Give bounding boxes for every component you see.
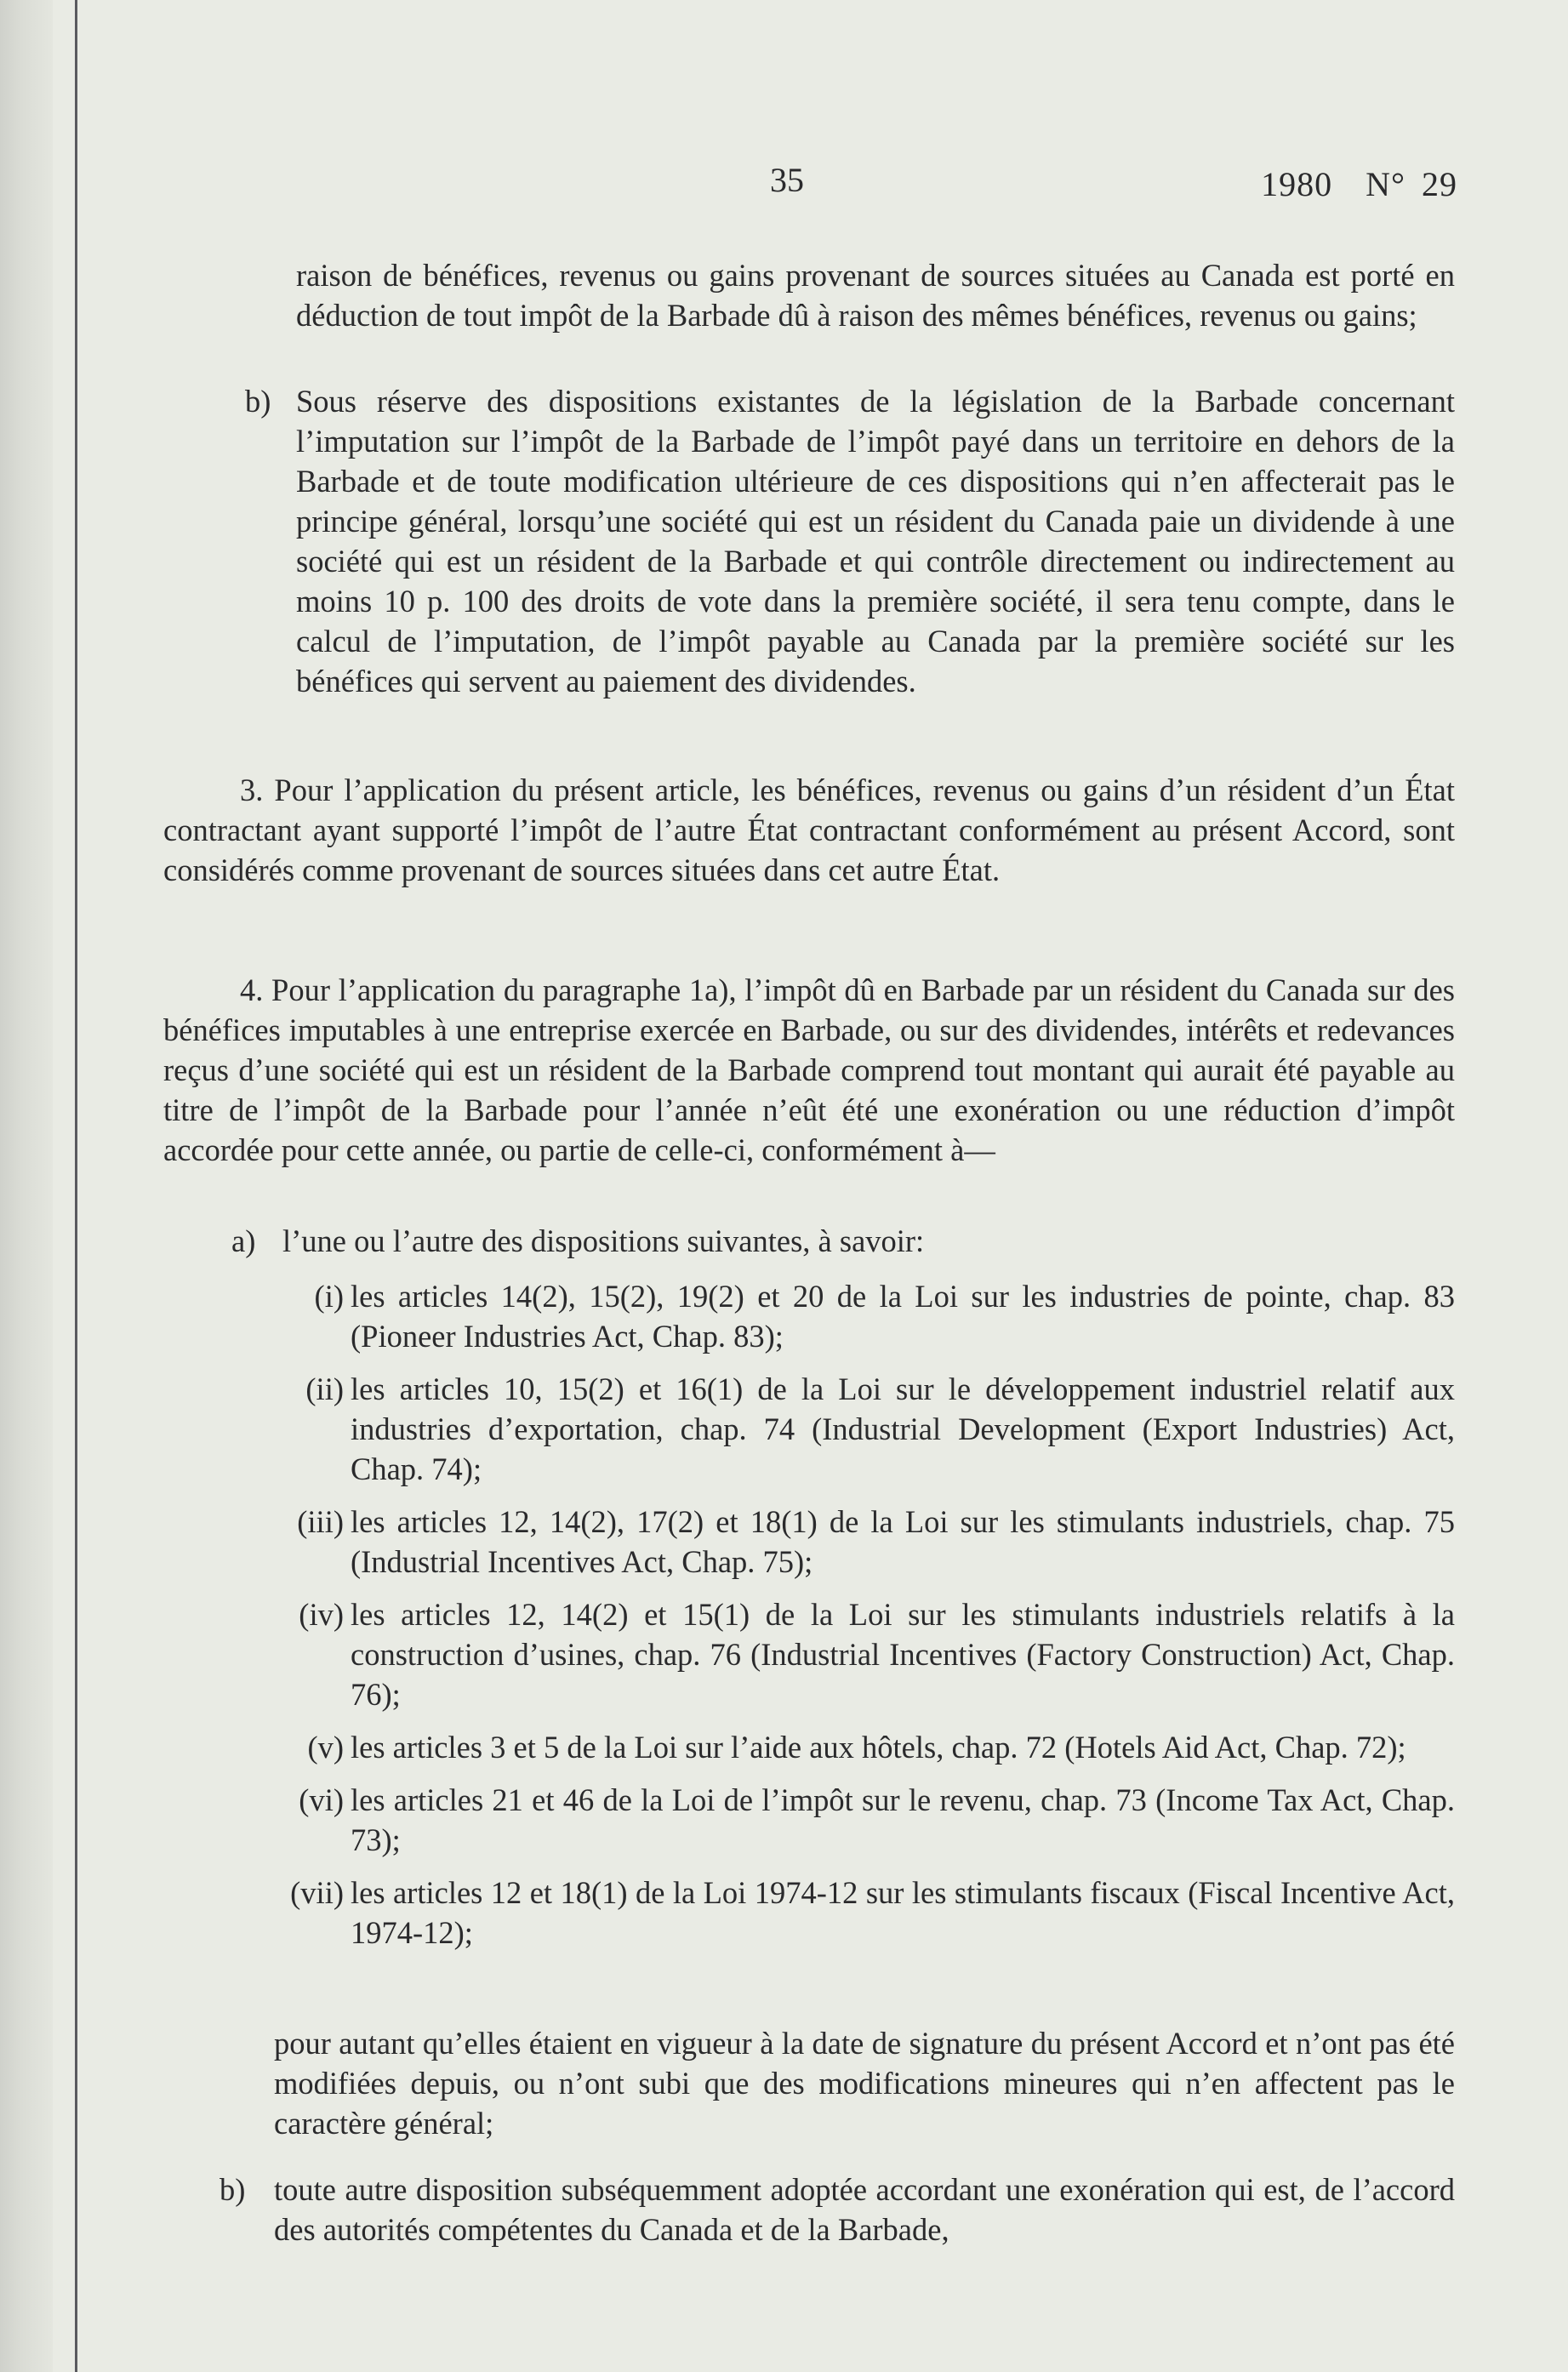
sub-item-a-marker: a) <box>231 1223 256 1258</box>
header-number-label: N° <box>1366 165 1405 203</box>
provision-label: (iv) <box>299 1597 344 1632</box>
sub-item-a <box>231 1221 1455 1261</box>
running-header <box>1261 166 1457 203</box>
provision-label: (ii) <box>305 1371 344 1406</box>
provisions-list <box>255 1276 1455 1965</box>
sub-item-b-marker: b) <box>220 2172 246 2207</box>
intro-paragraph: raison de bénéfices, revenus ou gains provenant de sources situées au Canada est porté en déduction de tout impôt de la Barbade dû à raison des mêmes bénéfices, revenus ou gains; <box>296 258 1455 333</box>
provision-label: (vii) <box>290 1875 344 1910</box>
sub-item-b <box>220 2170 1455 2249</box>
sub-item-b-text: toute autre disposition subséquemment adoptée accordant une exonération qui est, de l’accord des autorités compétentes du Canada et de la Barbade, <box>274 2172 1455 2247</box>
item-b <box>245 381 1455 701</box>
item-b-text: Sous réserve des dispositions existantes de la législation de la Barbade concernant l’imputation sur l’impôt de la Barbade de l’impôt payé dans un territoire en dehors de la Barbade et de toute modification ultérieure de ces dispositions qui n’en affecterait pas le principe général, lorsqu’une société qui est un résident du Canada paie un dividende à une société qui est un résident de la Barbade et qui contrôle directement ou indirectement au moins 10 p. 100 des droits de vote dans la première société, il sera tenu compte, dans le calcul de l’imputation, de l’impôt payable au Canada par la première société sur les bénéfices qui servent au paiement des dividendes. <box>296 384 1455 698</box>
provision-text: les articles 10, 15(2) et 16(1) de la Loi sur le développement industriel relatif aux industries d’exportation, chap. 74 (Industrial Development (Export Industries) Act, Chap. 74); <box>351 1371 1455 1486</box>
provision-text: les articles 14(2), 15(2), 19(2) et 20 de la Loi sur les industries de pointe, chap. 83 (Pioneer Industries Act, Chap. 83); <box>351 1279 1455 1354</box>
page-number: 35 <box>770 161 804 199</box>
provision-item <box>255 1780 1455 1860</box>
item-b-marker: b) <box>245 384 271 419</box>
provision-item <box>255 1502 1455 1582</box>
header-year: 1980 <box>1261 165 1333 203</box>
closing-clause: pour autant qu’elles étaient en vigueur à la date de signature du présent Accord et n’ont pas été modifiées depuis, ou n’ont subi que des modifications mineures qui n’en affectent pas le caractère général; <box>274 2026 1455 2141</box>
provision-label: (vi) <box>299 1782 344 1817</box>
paragraph-3 <box>163 770 1455 890</box>
provision-text: les articles 12 et 18(1) de la Loi 1974-12 sur les stimulants fiscaux (Fiscal Incentive Act, 1974-12); <box>351 1875 1455 1950</box>
provision-label: (iii) <box>297 1504 344 1539</box>
paragraph-4-text: 4. Pour l’application du paragraphe 1a), l’impôt dû en Barbade par un résident du Canada sur des bénéfices imputables à une entreprise exercée en Barbade, ou sur des dividendes, intérêts et redevances reçus d’une société qui est un résident de la Barbade comprend tout montant qui aurait été payable au titre de l’impôt de la Barbade pour l’année n’eût été une exonération ou une réduction d’impôt accordée pour cette année, ou partie de celle-ci, conformément à— <box>163 972 1455 1167</box>
provision-item <box>255 1594 1455 1714</box>
provision-text: les articles 12, 14(2) et 15(1) de la Loi sur les stimulants industriels relatifs à la construction d’usines, chap. 76 (Industrial Incentives (Factory Construction) Act, Chap. 76); <box>351 1597 1455 1712</box>
provision-text: les articles 21 et 46 de la Loi de l’impôt sur le revenu, chap. 73 (Income Tax Act, Chap. 73); <box>351 1782 1455 1857</box>
provision-item <box>255 1727 1455 1767</box>
provision-label: (i) <box>314 1279 344 1314</box>
provision-item <box>255 1276 1455 1356</box>
header-number: 29 <box>1422 165 1457 203</box>
sub-item-a-text: l’une ou l’autre des dispositions suivantes, à savoir: <box>282 1223 925 1258</box>
provision-item <box>255 1369 1455 1489</box>
provision-text: les articles 12, 14(2), 17(2) et 18(1) de la Loi sur les stimulants industriels, chap. 75 (Industrial Incentives Act, Chap. 75); <box>351 1504 1455 1579</box>
provision-text: les articles 3 et 5 de la Loi sur l’aide aux hôtels, chap. 72 (Hotels Aid Act, Chap. 72); <box>351 1730 1406 1765</box>
paragraph-3-text: 3. Pour l’application du présent article, les bénéfices, revenus ou gains d’un résident d’un État contractant ayant supporté l’impôt de l’autre État contractant conformément au présent Accord, sont considérés comme provenant de sources situées dans cet autre État. <box>163 773 1455 887</box>
provision-item <box>255 1873 1455 1953</box>
provision-label: (v) <box>307 1730 344 1765</box>
paragraph-4 <box>163 970 1455 1170</box>
